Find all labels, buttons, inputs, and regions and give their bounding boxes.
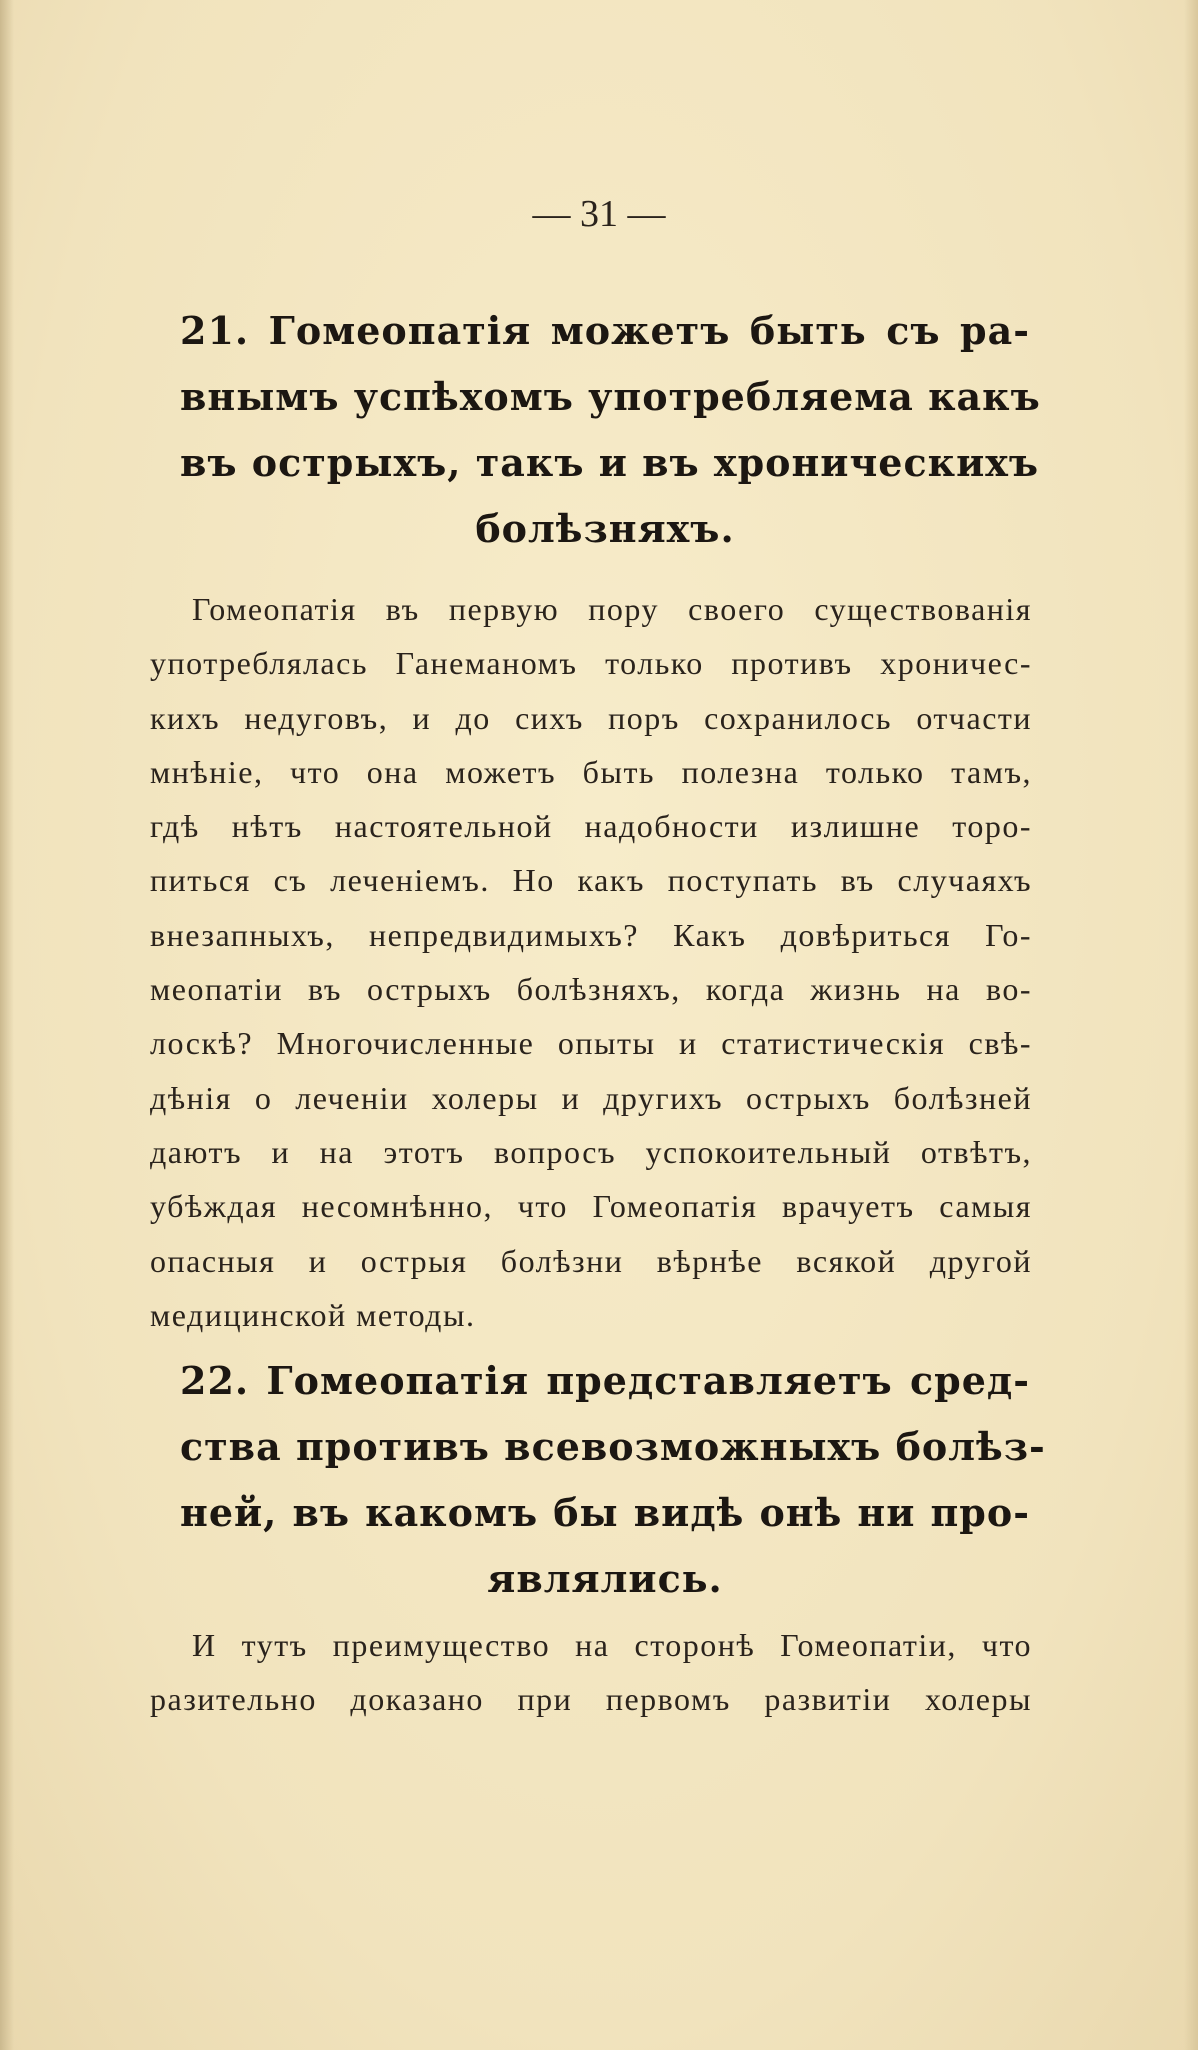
text-line: питься съ леченіемъ. Но какъ поступать въ случаяхъ [150,862,1032,899]
page-right-edge [1184,0,1198,2050]
section-22-heading [180,1348,1046,1612]
heading-line: въ острыхъ, такъ и въ хроническихъ [180,440,1040,485]
heading-line: ней, въ какомъ бы видѣ онѣ ни про- [180,1490,1030,1535]
heading-line: ства противъ всевозможныхъ болѣз- [180,1424,1046,1469]
text-line: разительно доказано при первомъ развитіи холеры [150,1681,1032,1718]
heading-line: 21. Гомеопатія можетъ быть съ ра- [180,308,1030,353]
heading-line: болѣзняхъ. [475,506,735,551]
text-line: дѣнія о леченіи холеры и другихъ острыхъ болѣзней [150,1079,1032,1116]
text-line: мнѣніе, что она можетъ быть полезна только тамъ, [150,753,1032,790]
heading-line: 22. Гомеопатія представляетъ сред- [180,1358,1030,1403]
heading-line: являлись. [487,1556,723,1601]
heading-line: внымъ успѣхомъ употребляема какъ [180,374,1041,419]
text-line: Гомеопатія въ первую пору своего существованія [192,591,1032,627]
text-line: употреблялась Ганеманомъ только противъ хроничес- [150,645,1032,682]
text-line: кихъ недуговъ, и до сихъ поръ сохранилось отчасти [150,699,1032,736]
section-22-paragraph [150,1618,1032,1727]
text-line: гдѣ нѣтъ настоятельной надобности излишне торо- [150,808,1032,845]
text-line: убѣждая несомнѣнно, что Гомеопатія врачуетъ самыя [150,1188,1032,1225]
text-line: даютъ и на этотъ вопросъ успокоительный отвѣтъ, [150,1133,1032,1170]
text-line: И тутъ преимущество на сторонѣ Гомеопатіи, что [192,1627,1032,1663]
page-number: — 31 — [532,193,666,235]
text-line: внезапныхъ, непредвидимыхъ? Какъ довѣриться Го- [150,916,1032,953]
text-line: опасныя и острыя болѣзни вѣрнѣе всякой другой [150,1242,1032,1279]
text-line: медицинской методы. [150,1296,476,1333]
section-21-paragraph [150,582,1032,1342]
page-left-edge [0,0,14,2050]
text-line: лоскѣ? Многочисленные опыты и статистическія свѣ- [150,1025,1032,1062]
text-line: меопатіи въ острыхъ болѣзняхъ, когда жизнь на во- [150,971,1032,1008]
section-21-heading [180,298,1041,562]
